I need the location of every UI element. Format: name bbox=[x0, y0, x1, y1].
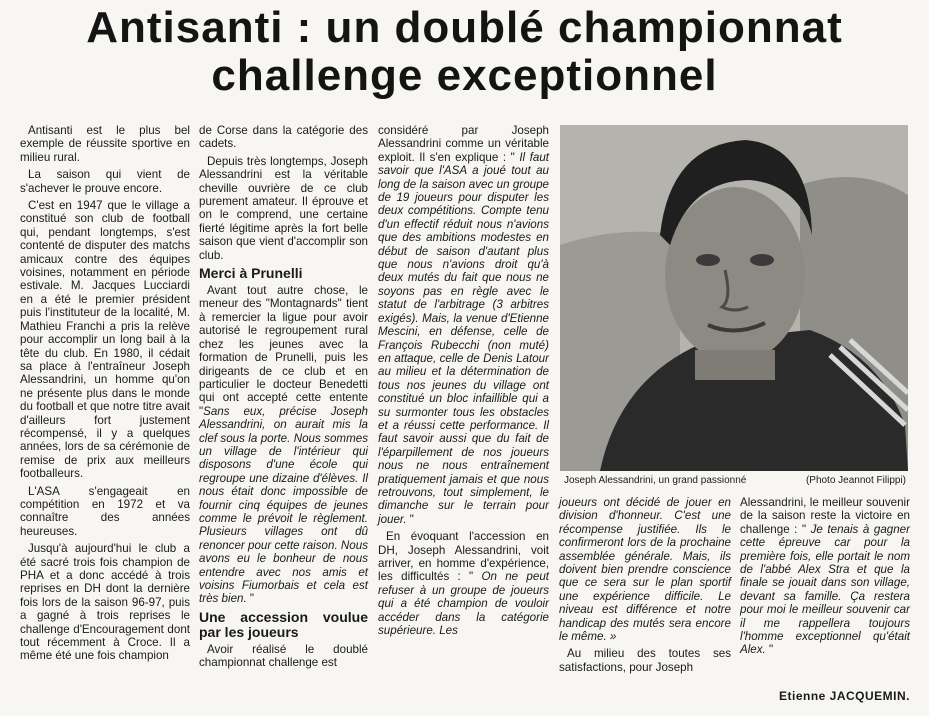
text-run: " bbox=[246, 592, 255, 606]
photo-credit: (Photo Jeannot Filippi) bbox=[805, 475, 906, 486]
paragraph bbox=[199, 284, 368, 606]
text-run: Alessandrini, le meilleur souvenir de la saison reste la victoire en challenge : " bbox=[740, 496, 910, 536]
paragraph: Avoir réalisé le doublé championnat challenge est bbox=[199, 642, 368, 670]
column-1 bbox=[20, 124, 190, 667]
paragraph: Depuis très longtemps, Joseph Alessandrini est la véritable cheville ouvrière de ce club purement amateur. Il éprouve et on le comprend, une certaine fierté légitime après la fort belle saison que vient d'accomplir son club. bbox=[199, 154, 368, 262]
paragraph: L'ASA s'engageait en compétition en 1972 et va connaître des années heureuses. bbox=[20, 484, 190, 538]
subheading-accession: Une accession voulue par les joueurs bbox=[199, 608, 368, 640]
quote-run: Sans eux, précise Joseph Alessandrini, on aurait mis la clef sous la porte. Nous sommes un village de l'intérieur qui disposons d'une école qui regroupe une dizaine d'élèves. Il nous était donc impossible de fournir cinq équipes de jeunes comme le prévoit le règlement. Plusieurs villages ont dû renoncer pour cette raison. Nous avons eu le bonheur de nous entendre avec nos amis et voisins Fiumorbais et cela est très bien. bbox=[199, 404, 368, 606]
headline-line-2: challenge exceptionnel bbox=[211, 51, 718, 100]
paragraph: Antisanti est le plus bel exemple de réussite sportive en milieu rural. bbox=[20, 124, 190, 164]
paragraph bbox=[740, 496, 910, 657]
column-3 bbox=[378, 124, 549, 641]
paragraph bbox=[378, 530, 549, 637]
text-run: En évoquant l'accession en DH, Joseph Alessandrini, voit arriver, en homme d'expérience, les difficultés : " bbox=[378, 530, 549, 584]
text-run: " bbox=[765, 643, 774, 657]
portrait-illustration bbox=[560, 125, 908, 471]
quote-run: Je tenais à gagner cette épreuve car pour la première fois, elle portait le nom de l'abbé Alex Stra et que la finale se jouait dans son village, devant sa famille. Ça restera pour moi le meilleur souvenir car il me rappellera toujours l'homme exceptionnel qu'était Alex. bbox=[740, 522, 910, 657]
paragraph: Jusqu'à aujourd'hui le club a été sacré trois fois champion de PHA et a donc accédé à trois reprises en DH dont la dernière fois lors de la saison 96-97, puis a gagné à trois reprises le challenge d'Encouragement dont tout récemment à Croce. Il a même été une fois champion bbox=[20, 542, 190, 663]
headline-line-1: Antisanti : un doublé championnat bbox=[86, 3, 843, 52]
subheading-merci-prunelli: Merci à Prunelli bbox=[199, 265, 303, 282]
paragraph: joueurs ont décidé de jouer en division d'honneur. C'est une récompense justifiée. Ils le confirmeront lors de la prochaine assemblée générale. Mais, ils doivent bien prendre conscience que ce sera sur le plan sportif une expérience difficile. Le niveau est différence et notre handicap des mutés sera encore le même. » bbox=[559, 496, 731, 644]
portrait-photo bbox=[560, 125, 908, 471]
quote-run: On ne peut refuser à un groupe de joueurs qui a été champion de vouloir accéder dans la catégorie supérieure. Les bbox=[378, 570, 549, 638]
column-2 bbox=[199, 124, 368, 674]
text-run: " bbox=[406, 512, 414, 526]
column-5 bbox=[740, 496, 910, 661]
text-run: considéré par Joseph Alessandrini comme un véritable exploit. Il s'en explique : " bbox=[378, 124, 549, 164]
paragraph bbox=[378, 124, 549, 526]
paragraph: de Corse dans la catégorie des cadets. bbox=[199, 124, 368, 151]
paragraph: La saison qui vient de s'achever le prouve encore. bbox=[20, 168, 190, 195]
text-run: Avant tout autre chose, le meneur des "Montagnards" tient à remercier la ligue pour avoir autorisé le regroupement rural chez les jeunes avec la formation de Prunelli, puis les dirigeants de ce club et en particulier le docteur Benedetti qui ont accepté cette entente " bbox=[199, 284, 368, 418]
caption-text: Joseph Alessandrini, un grand passionné bbox=[564, 475, 747, 486]
paragraph: C'est en 1947 que le village a constitué son club de football qui, pendant longtemps, s'est contenté de disputer des matchs amicaux contre des équipes voisines, notamment en période estivale. M. Jacques Lucciardi en a été le premier président puis l'instituteur de la localité, M. Mathieu Franchi a pris la relève pour accomplir un long bail à la tête du club. En 1980, il cédait sa place à l'entraîneur Joseph Alessandrini, un homme qu'on ne présente plus dans le monde du football et que notre titre avait d'ailleurs fort justement récompensé, il y a quelques années, lors de sa cérémonie de remise de prix aux meilleurs footballeurs. bbox=[20, 199, 190, 481]
quote-run: Il faut savoir que l'ASA a joué tout au long de la saison avec un groupe de 19 joueurs pour disputer les deux compétitions. Compte tenu d'un effectif réduit nous n'avions que des ambitions modestes en début de saison d'autant plus que nous n'avions droit qu'à deux mutés du fait que nous ne soyons pas en règle avec le statut de l'arbitrage (3 arbitres exigés). Mais, la venue d'Etienne Mescini, en défense, celle de François Rubecchi (non muté) en attaque, celle de Denis Latour au milieu et la détermination de tous nos jeunes du village ont constitué un bloc infaillible qui a su surmonter tous les obstacles et a réussi cette performance. Il faut savoir aussi que du fait de l'éparpillement de nos joueurs nous ne nous entraînement pratiquement jamais et que nous retrouvons, tout simplement, le dimanche sur le terrain pour jouer. bbox=[378, 150, 550, 526]
column-4 bbox=[559, 496, 731, 678]
paragraph: Au milieu des toutes ses satisfactions, pour Joseph bbox=[559, 647, 731, 674]
author-signature: Etienne JACQUEMIN. bbox=[778, 689, 910, 703]
